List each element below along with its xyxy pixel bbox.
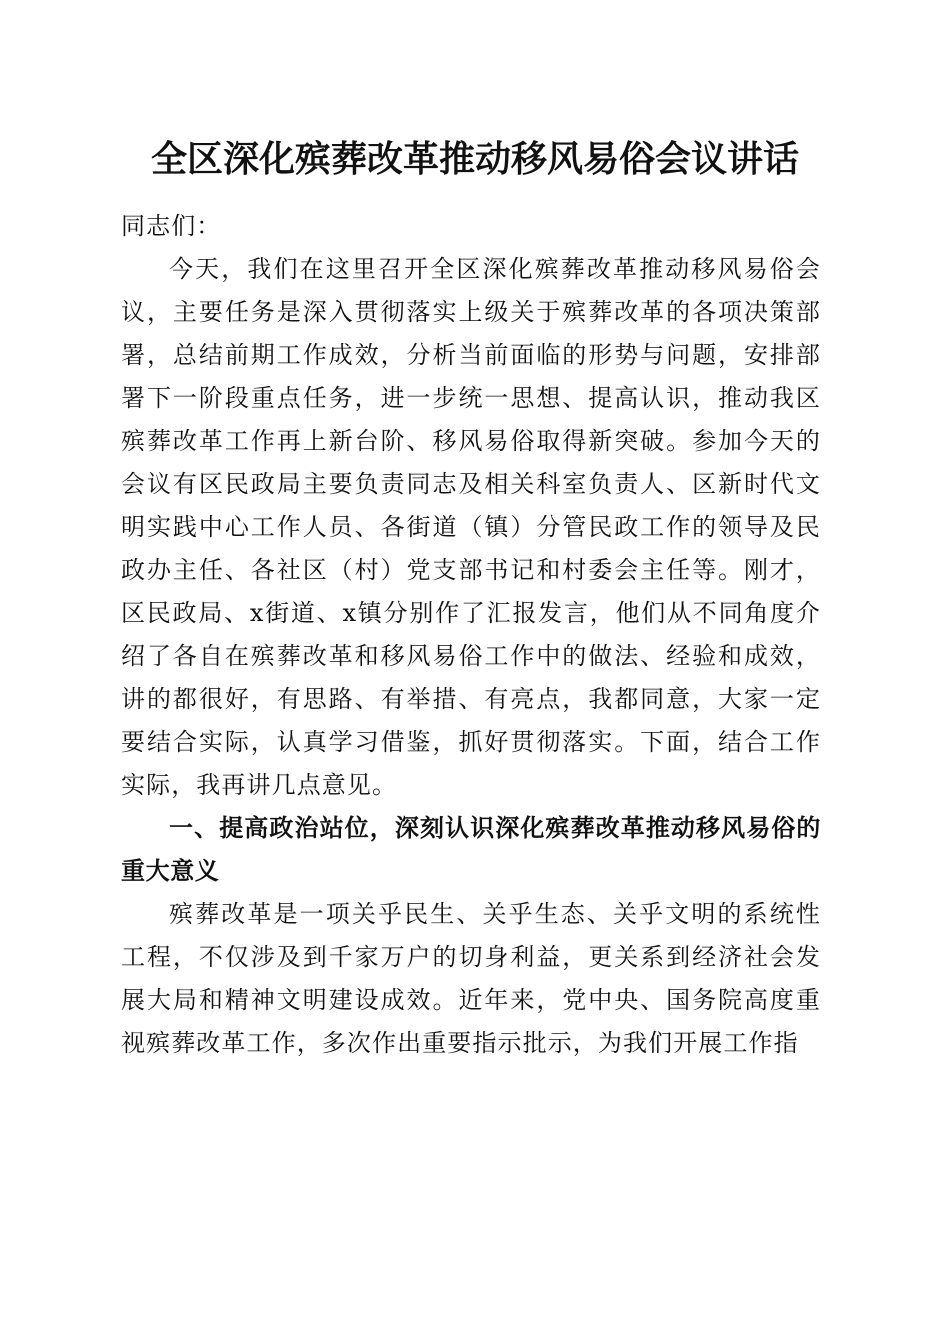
- document-title: 全区深化殡葬改革推动移风易俗会议讲话: [150, 138, 799, 180]
- section-1-paragraph: 殡葬改革是一项关乎民生、关乎生态、关乎文明的系统性工程，不仅涉及到千家万户的切身利益，更关系到经济社会发展大局和精神文明建设成效。近年来，党中央、国务院高度重视殡葬改革工作，多次作出重要指示批示，为我们开展工作指: [121, 900, 821, 1057]
- document-body: [121, 205, 821, 1065]
- section-heading-1: 一、提高政治站位，深刻认识深化殡葬改革推动移风易俗的重大意义: [121, 814, 821, 885]
- intro-paragraph: 今天，我们在这里召开全区深化殡葬改革推动移风易俗会议，主要任务是深入贯彻落实上级关于殡葬改革的各项决策部署，总结前期工作成效，分析当前面临的形势与问题，安排部署下一阶段重点任务，进一步统一思想、提高认识，推动我区殡葬改革工作再上新台阶、移风易俗取得新突破。参加今天的会议有区民政局主要负责同志及相关科室负责人、区新时代文明实践中心工作人员、各街道（镇）分管民政工作的领导及民政办主任、各社区（村）党支部书记和村委会主任等。刚才，区民政局、x街道、x镇分别作了汇报发言，他们从不同角度介绍了各自在殡葬改革和移风易俗工作中的做法、经验和成效，讲的都很好，有思路、有举措、有亮点，我都同意，大家一定要结合实际，认真学习借鉴，抓好贯彻落实。下面，结合工作实际，我再讲几点意见。: [121, 255, 821, 799]
- salutation: 同志们：: [121, 212, 222, 240]
